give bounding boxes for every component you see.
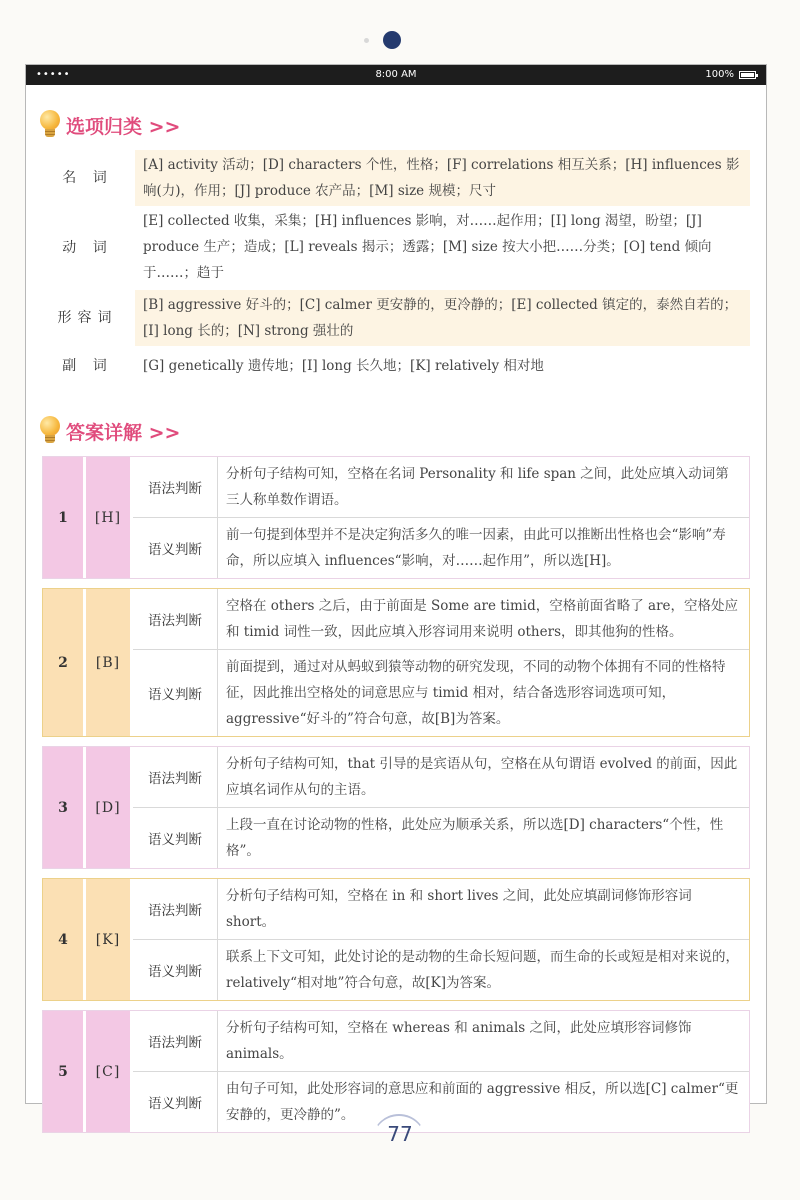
explanation-text: 前一句提到体型并不是决定狗活多久的唯一因素，由此可以推断出性格也会“影响”寿命，所以应填入 influences“影响，对……起作用”，所以选[H]。 [226,527,726,569]
row-label: 语法判断 [133,747,218,807]
row-label: 语义判断 [133,518,218,578]
explanation-text: 空格在 others 之后，由于前面是 Some are timid，空格前面省略了 are，空格处应和 timid 词性一致，因此应填入形容词用来说明 others，即其他狗的性格。 [226,598,739,640]
question-number: 5 [43,1011,83,1132]
explanation-text: 上段一直在讨论动物的性格，此处应为顺承关系，所以选[D] characters“个性，性格”。 [226,817,724,859]
battery-icon [739,71,756,79]
battery-percentage: 100% [705,69,734,80]
semantic-judgment-row [133,517,749,578]
lightbulb-icon [40,416,60,446]
row-label: 语义判断 [133,940,218,1000]
part-of-speech-label: 形容词 [57,310,118,326]
part-of-speech-label: 名 词 [62,170,113,186]
row-label: 语义判断 [133,808,218,868]
semantic-judgment-row [133,939,749,1000]
classification-table [40,150,750,386]
row-label: 语法判断 [133,589,218,649]
row-label: 语义判断 [133,1072,218,1132]
section-title: 选项归类 >> [66,115,181,138]
lightbulb-icon [40,110,60,140]
explanation-text: 分析句子结构可知，空格在名词 Personality 和 life span 之间，此处应填入动词第三人称单数作谓语。 [226,466,729,508]
part-of-speech-label: 副 词 [62,358,113,374]
grammar-judgment-row [133,457,749,517]
semantic-judgment-row [133,1071,749,1132]
explanation-text: 分析句子结构可知，空格在 whereas 和 animals 之间，此处应填形容词修饰 animals。 [226,1020,692,1062]
grammar-judgment-row [133,589,749,649]
answer-block-4 [42,878,750,1001]
classification-content: [E] collected 收集，采集；[H] influences 影响，对……起作用；[I] long 渴望，盼望；[J] produce 生产；造成；[L] reveals 揭示；透露；[M] size 按大小把……分类；[O] tend 倾向于……；趋于 [143,213,712,281]
row-label: 语法判断 [133,1011,218,1071]
status-bar [26,65,766,85]
page-number: 77 [370,1114,430,1154]
answer-letter: [C] [86,1011,130,1132]
grammar-judgment-row [133,747,749,807]
signal-strength-icon: ••••• [36,69,71,80]
classification-row-adverb [40,346,750,386]
page-indicator-dot-active [383,31,401,49]
explanation-text: 分析句子结构可知，that 引导的是宾语从句，空格在从句谓语 evolved 的前面，因此应填名词作从句的主语。 [226,756,738,798]
explanation-text: 联系上下文可知，此处讨论的是动物的生命长短问题，而生命的长或短是相对来说的，relatively“相对地”符合句意，故[K]为答案。 [226,949,739,991]
grammar-judgment-row [133,879,749,939]
question-number: 4 [43,879,83,1000]
classification-content: [A] activity 活动；[D] characters 个性，性格；[F] correlations 相互关系；[H] influences 影响(力)，作用；[J] produce 农产品；[M] size 规模；尺寸 [135,150,750,206]
classification-content: [B] aggressive 好斗的；[C] calmer 更安静的，更冷静的；[E] collected 镇定的，泰然自若的；[I] long 长的；[N] strong 强壮的 [135,290,750,346]
explanation-text: 由句子可知，此处形容词的意思应和前面的 aggressive 相反，所以选[C] calmer“更安静的，更冷静的”。 [226,1081,739,1123]
row-label: 语法判断 [133,879,218,939]
classification-content: [G] genetically 遗传地；[I] long 长久地；[K] relatively 相对地 [143,358,544,374]
classification-row-adjective [40,290,750,346]
question-number: 2 [43,589,83,736]
classification-row-noun [40,150,750,206]
row-label: 语法判断 [133,457,218,517]
explanation-text: 前面提到，通过对从蚂蚁到猿等动物的研究发现，不同的动物个体拥有不同的性格特征，因此推出空格处的词意思应与 timid 相对，结合备选形容词选项可知，aggressive“好斗的”符合句意，故[B]为答案。 [226,659,726,727]
semantic-judgment-row [133,807,749,868]
section-title: 答案详解 >> [66,421,181,444]
answer-letter: [H] [86,457,130,578]
question-number: 1 [43,457,83,578]
answer-letter: [K] [86,879,130,1000]
section-header-answer-explanation [40,416,180,446]
status-time: 8:00 AM [375,69,417,80]
classification-row-verb [40,206,750,290]
page-indicator-dot-inactive [364,38,369,43]
answer-explanations [42,456,750,1142]
answer-block-2 [42,588,750,737]
question-number: 3 [43,747,83,868]
grammar-judgment-row [133,1011,749,1071]
answer-letter: [D] [86,747,130,868]
part-of-speech-label: 动 词 [62,240,113,256]
section-header-option-classification [40,110,180,140]
row-label: 语义判断 [133,650,218,736]
answer-block-1 [42,456,750,579]
explanation-text: 分析句子结构可知，空格在 in 和 short lives 之间，此处应填副词修饰形容词 short。 [226,888,692,930]
semantic-judgment-row [133,649,749,736]
answer-block-3 [42,746,750,869]
answer-letter: [B] [86,589,130,736]
